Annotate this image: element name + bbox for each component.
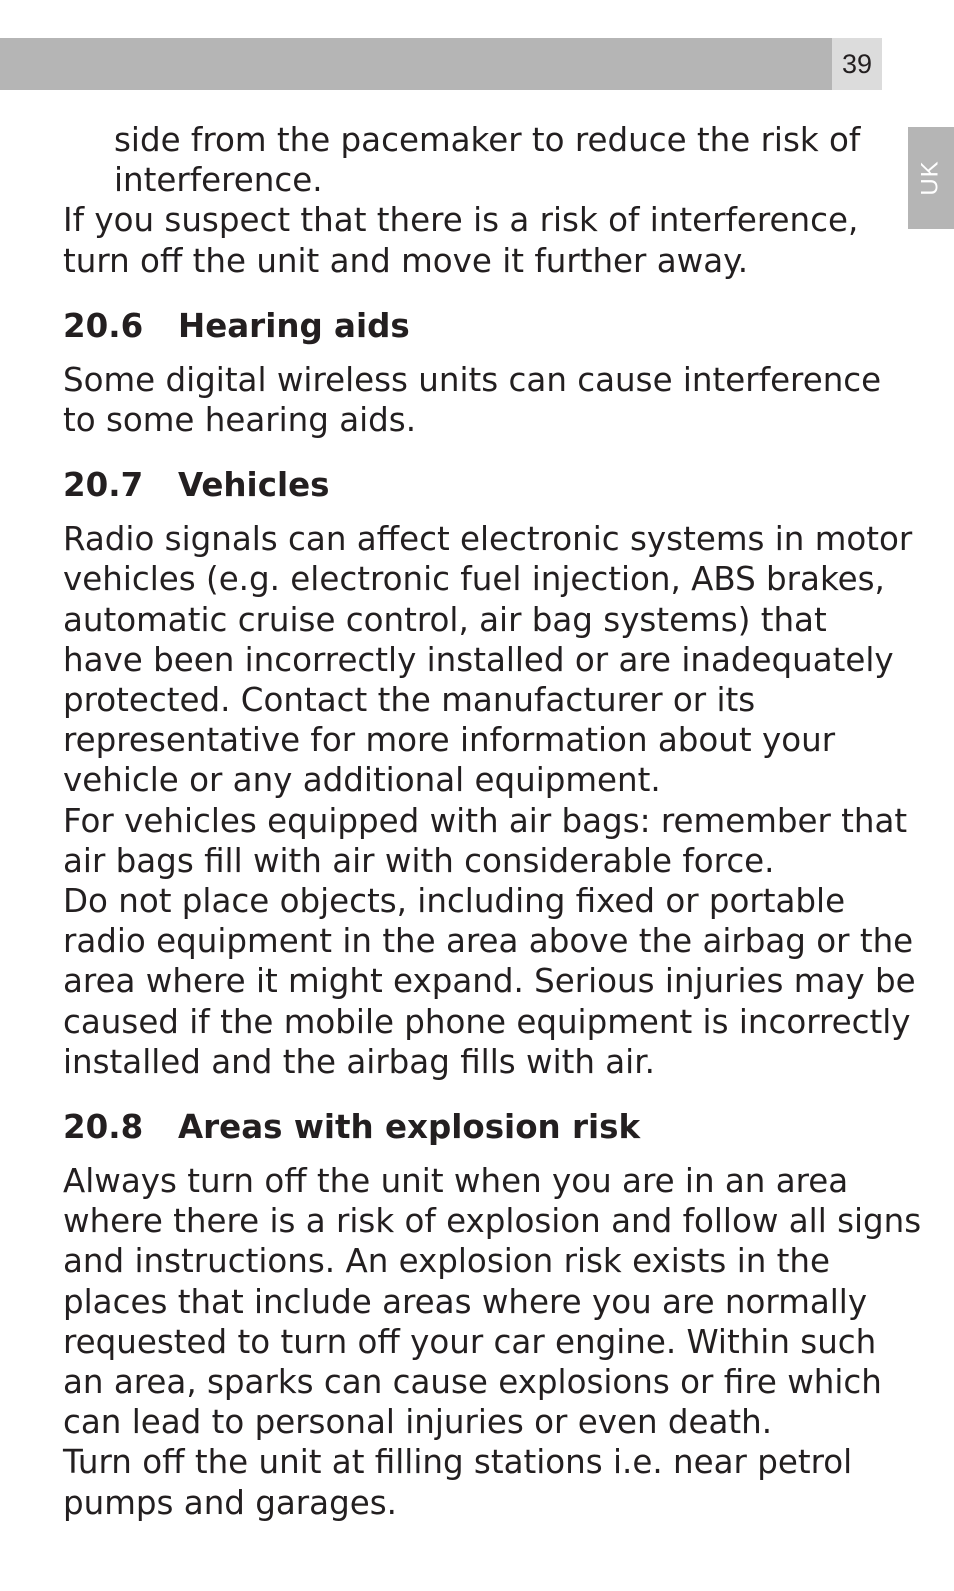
text-line: If you suspect that there is a risk of interference, bbox=[63, 201, 859, 240]
section-heading-hearing-aids bbox=[63, 306, 905, 346]
section-title: Hearing aids bbox=[178, 306, 410, 345]
text-line: radio equipment in the area above the airbag or the bbox=[63, 922, 914, 961]
section-number: 20.8 bbox=[63, 1108, 144, 1147]
text-line: installed and the airbag fills with air. bbox=[63, 1042, 655, 1081]
section-body-explosion-risk bbox=[63, 1161, 922, 1523]
text-line: protected. Contact the manufacturer or its bbox=[63, 681, 756, 720]
text-line: an area, sparks can cause explosions or fire which bbox=[63, 1363, 882, 1402]
section-body-vehicles bbox=[63, 519, 916, 1082]
text-line: Some digital wireless units can cause interference bbox=[63, 360, 882, 399]
text-line: Radio signals can affect electronic systems in motor bbox=[63, 520, 913, 559]
intro-paragraph bbox=[63, 200, 905, 280]
text-line: have been incorrectly installed or are inadequately bbox=[63, 640, 894, 679]
section-number: 20.6 bbox=[63, 306, 144, 345]
text-line: vehicle or any additional equipment. bbox=[63, 761, 661, 800]
text-line: can lead to personal injuries or even death. bbox=[63, 1403, 773, 1442]
text-line: interference. bbox=[114, 161, 323, 200]
text-line: area where it might expand. Serious injuries may be bbox=[63, 962, 916, 1001]
section-body-hearing-aids bbox=[63, 360, 905, 440]
section-title: Areas with explosion risk bbox=[178, 1108, 641, 1147]
text-line: Always turn off the unit when you are in an area bbox=[63, 1162, 849, 1201]
text-line: where there is a risk of explosion and follow all signs bbox=[63, 1202, 922, 1241]
text-line: For vehicles equipped with air bags: remember that bbox=[63, 801, 908, 840]
text-line: pumps and garages. bbox=[63, 1483, 397, 1522]
header-bar bbox=[0, 38, 832, 90]
text-line: and instructions. An explosion risk exists in the bbox=[63, 1242, 830, 1281]
text-line: air bags fill with air with considerable force. bbox=[63, 841, 775, 880]
text-line: vehicles (e.g. electronic fuel injection, ABS brakes, bbox=[63, 560, 885, 599]
text-line: side from the pacemaker to reduce the risk of bbox=[114, 121, 861, 159]
language-tab-label: UK bbox=[917, 160, 944, 196]
text-line: Do not place objects, including fixed or portable bbox=[63, 882, 846, 921]
text-line: places that include areas where you are normally bbox=[63, 1282, 868, 1321]
text-line: to some hearing aids. bbox=[63, 401, 417, 440]
text-line: requested to turn off your car engine. Within such bbox=[63, 1322, 877, 1361]
intro-continued bbox=[63, 120, 905, 200]
text-line: automatic cruise control, air bag systems) that bbox=[63, 600, 827, 639]
language-tab bbox=[908, 127, 954, 229]
section-title: Vehicles bbox=[178, 466, 330, 505]
text-line: representative for more information about your bbox=[63, 721, 836, 760]
section-heading-explosion-risk bbox=[63, 1107, 905, 1147]
text-line: caused if the mobile phone equipment is incorrectly bbox=[63, 1002, 911, 1041]
page-number: 39 bbox=[832, 38, 882, 90]
page-content bbox=[63, 120, 922, 1523]
section-number: 20.7 bbox=[63, 466, 144, 505]
section-heading-vehicles bbox=[63, 465, 905, 505]
text-line: Turn off the unit at filling stations i.e. near petrol bbox=[63, 1443, 853, 1482]
text-line: turn off the unit and move it further away. bbox=[63, 241, 749, 280]
